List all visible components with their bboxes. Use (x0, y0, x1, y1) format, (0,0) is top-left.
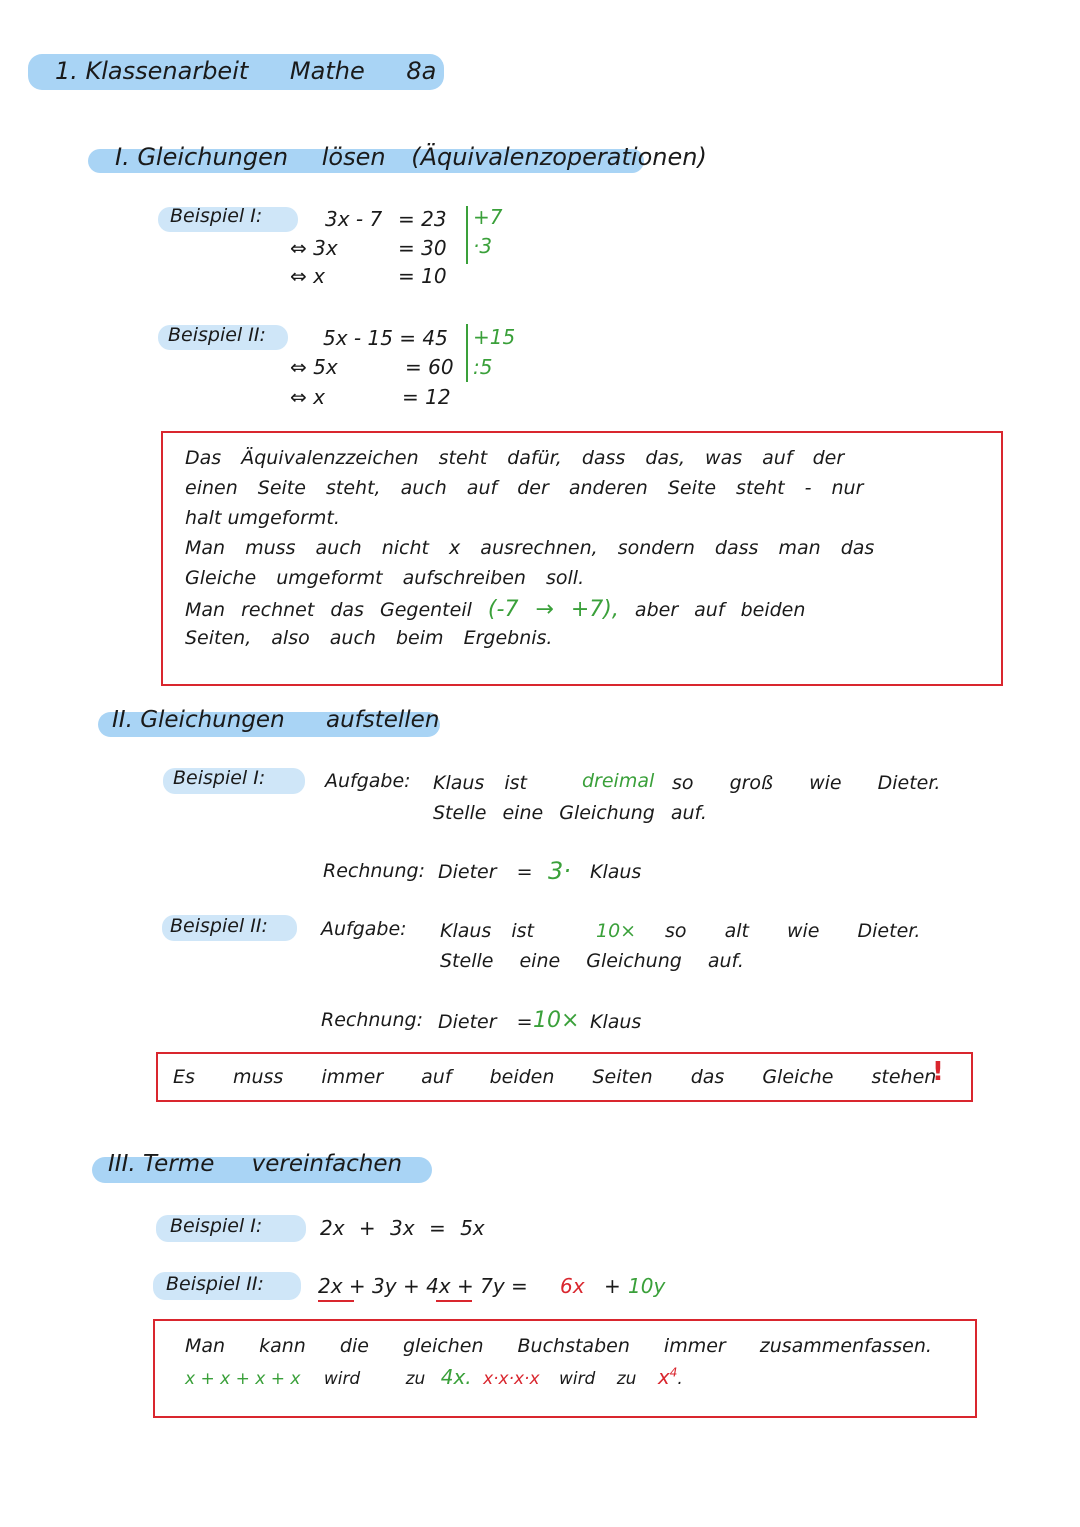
equation-right: = 60 (405, 355, 454, 379)
section1-title-c: (Äquivalenzoperationen) (411, 143, 707, 171)
section2-title-b: aufstellen (325, 707, 440, 733)
equation-left: ⇔ 5x (290, 355, 338, 379)
term-expression: 2x + 3x = 5x (320, 1216, 485, 1240)
note-line: Das Äquivalenzzeichen steht dafür, dass das, was auf der (185, 447, 845, 469)
term-plus: + (604, 1274, 621, 1298)
note-text: wird zu (558, 1369, 637, 1389)
note-green: (-7 → +7), (487, 597, 619, 622)
example-label: Beispiel II: (168, 324, 266, 346)
note-line: einen Seite steht, auch auf der anderen Seite steht - nur (185, 477, 864, 499)
section1-title-a: I. Gleichungen (115, 143, 289, 171)
example-label: Beispiel I: (173, 767, 266, 789)
equation-left: ⇔ x (290, 385, 325, 409)
operation: +15 (473, 325, 516, 349)
power-base: x (657, 1365, 670, 1389)
power-exponent: 4 (669, 1365, 678, 1380)
task-text: Klaus ist (433, 772, 527, 794)
task-green: 10× (596, 920, 637, 942)
equation-right: = 10 (398, 264, 447, 288)
calc-text: Dieter = (438, 1011, 533, 1033)
note-line: Gleiche umgeformt aufschreiben soll. (185, 567, 585, 589)
page-title (55, 57, 436, 85)
term-result-x: 6x (560, 1274, 585, 1298)
equation-right: = 30 (398, 236, 447, 260)
equation-left: 5x - 15 = 45 (323, 326, 448, 350)
equation-left: ⇔ x (290, 264, 325, 288)
note-text: aber auf beiden (634, 599, 806, 621)
calc-label: Rechnung: (323, 860, 425, 882)
note-green: 4x. (440, 1365, 472, 1389)
term-result-y: 10y (628, 1274, 666, 1298)
task-text: so alt wie Dieter. (665, 920, 921, 942)
section1-title-b: lösen (321, 143, 386, 171)
note-line (185, 597, 805, 622)
equation-right: = 12 (402, 385, 451, 409)
note-green: x + x + x + x (185, 1369, 301, 1389)
equation-left: 3x - 7 (325, 207, 383, 231)
note-line: halt umgeformt. (185, 507, 340, 529)
example-label: Beispiel II: (170, 915, 268, 937)
section2-title (112, 707, 439, 733)
note-red: x·x·x·x (483, 1369, 540, 1389)
title-text: 1. Klassenarbeit (55, 57, 249, 85)
task-text: Klaus ist (440, 920, 534, 942)
example-label: Beispiel II: (166, 1273, 264, 1295)
note-line: Man kann die gleichen Buchstaben immer zusammenfassen. (185, 1335, 932, 1357)
calc-text: Klaus (590, 861, 642, 883)
section3-title-b: vereinfachen (251, 1151, 403, 1177)
note-line (185, 1365, 683, 1389)
calc-text: Dieter = (438, 861, 533, 883)
section2-title-a: II. Gleichungen (112, 707, 285, 733)
calc-label: Rechnung: (321, 1009, 423, 1031)
task-text: Stelle eine Gleichung auf. (433, 802, 707, 824)
section3-title-a: III. Terme (108, 1151, 215, 1177)
note-line: Seiten, also auch beim Ergebnis. (185, 627, 553, 649)
operation: :5 (473, 355, 493, 379)
rule-text: Es muss immer auf beiden Seiten das Gleiche stehen (173, 1066, 937, 1088)
operation: +7 (473, 205, 503, 229)
equation-right: = 23 (398, 207, 447, 231)
task-text: Stelle eine Gleichung auf. (440, 950, 744, 972)
calc-green: 3· (548, 857, 571, 885)
operation: ·3 (473, 234, 493, 258)
note-line: Man muss auch nicht x ausrechnen, sondern dass man das (185, 537, 875, 559)
underline-x (436, 1300, 472, 1302)
subject-text: Mathe (289, 57, 365, 85)
task-label: Aufgabe: (325, 770, 411, 792)
underline-x (318, 1300, 354, 1302)
calc-green: 10× (533, 1008, 580, 1033)
equation-left: ⇔ 3x (290, 236, 338, 260)
exclamation-icon: ! (932, 1057, 944, 1087)
section1-title (115, 143, 707, 171)
note-text: Man rechnet das Gegenteil (185, 599, 472, 621)
power-term (658, 1365, 677, 1389)
term-expression: 2x + 3y + 4x + 7y = (318, 1274, 528, 1298)
note-text: wird zu (323, 1369, 426, 1389)
task-green: dreimal (582, 770, 655, 792)
operation-bar (466, 206, 468, 264)
example-label: Beispiel I: (170, 1215, 263, 1237)
class-text: 8a (406, 57, 437, 85)
example-label: Beispiel I: (170, 205, 263, 227)
task-text: so groß wie Dieter. (672, 772, 941, 794)
task-label: Aufgabe: (321, 918, 407, 940)
note-text: . (677, 1369, 683, 1389)
section3-title (108, 1151, 402, 1177)
operation-bar (466, 324, 468, 382)
calc-text: Klaus (590, 1011, 642, 1033)
